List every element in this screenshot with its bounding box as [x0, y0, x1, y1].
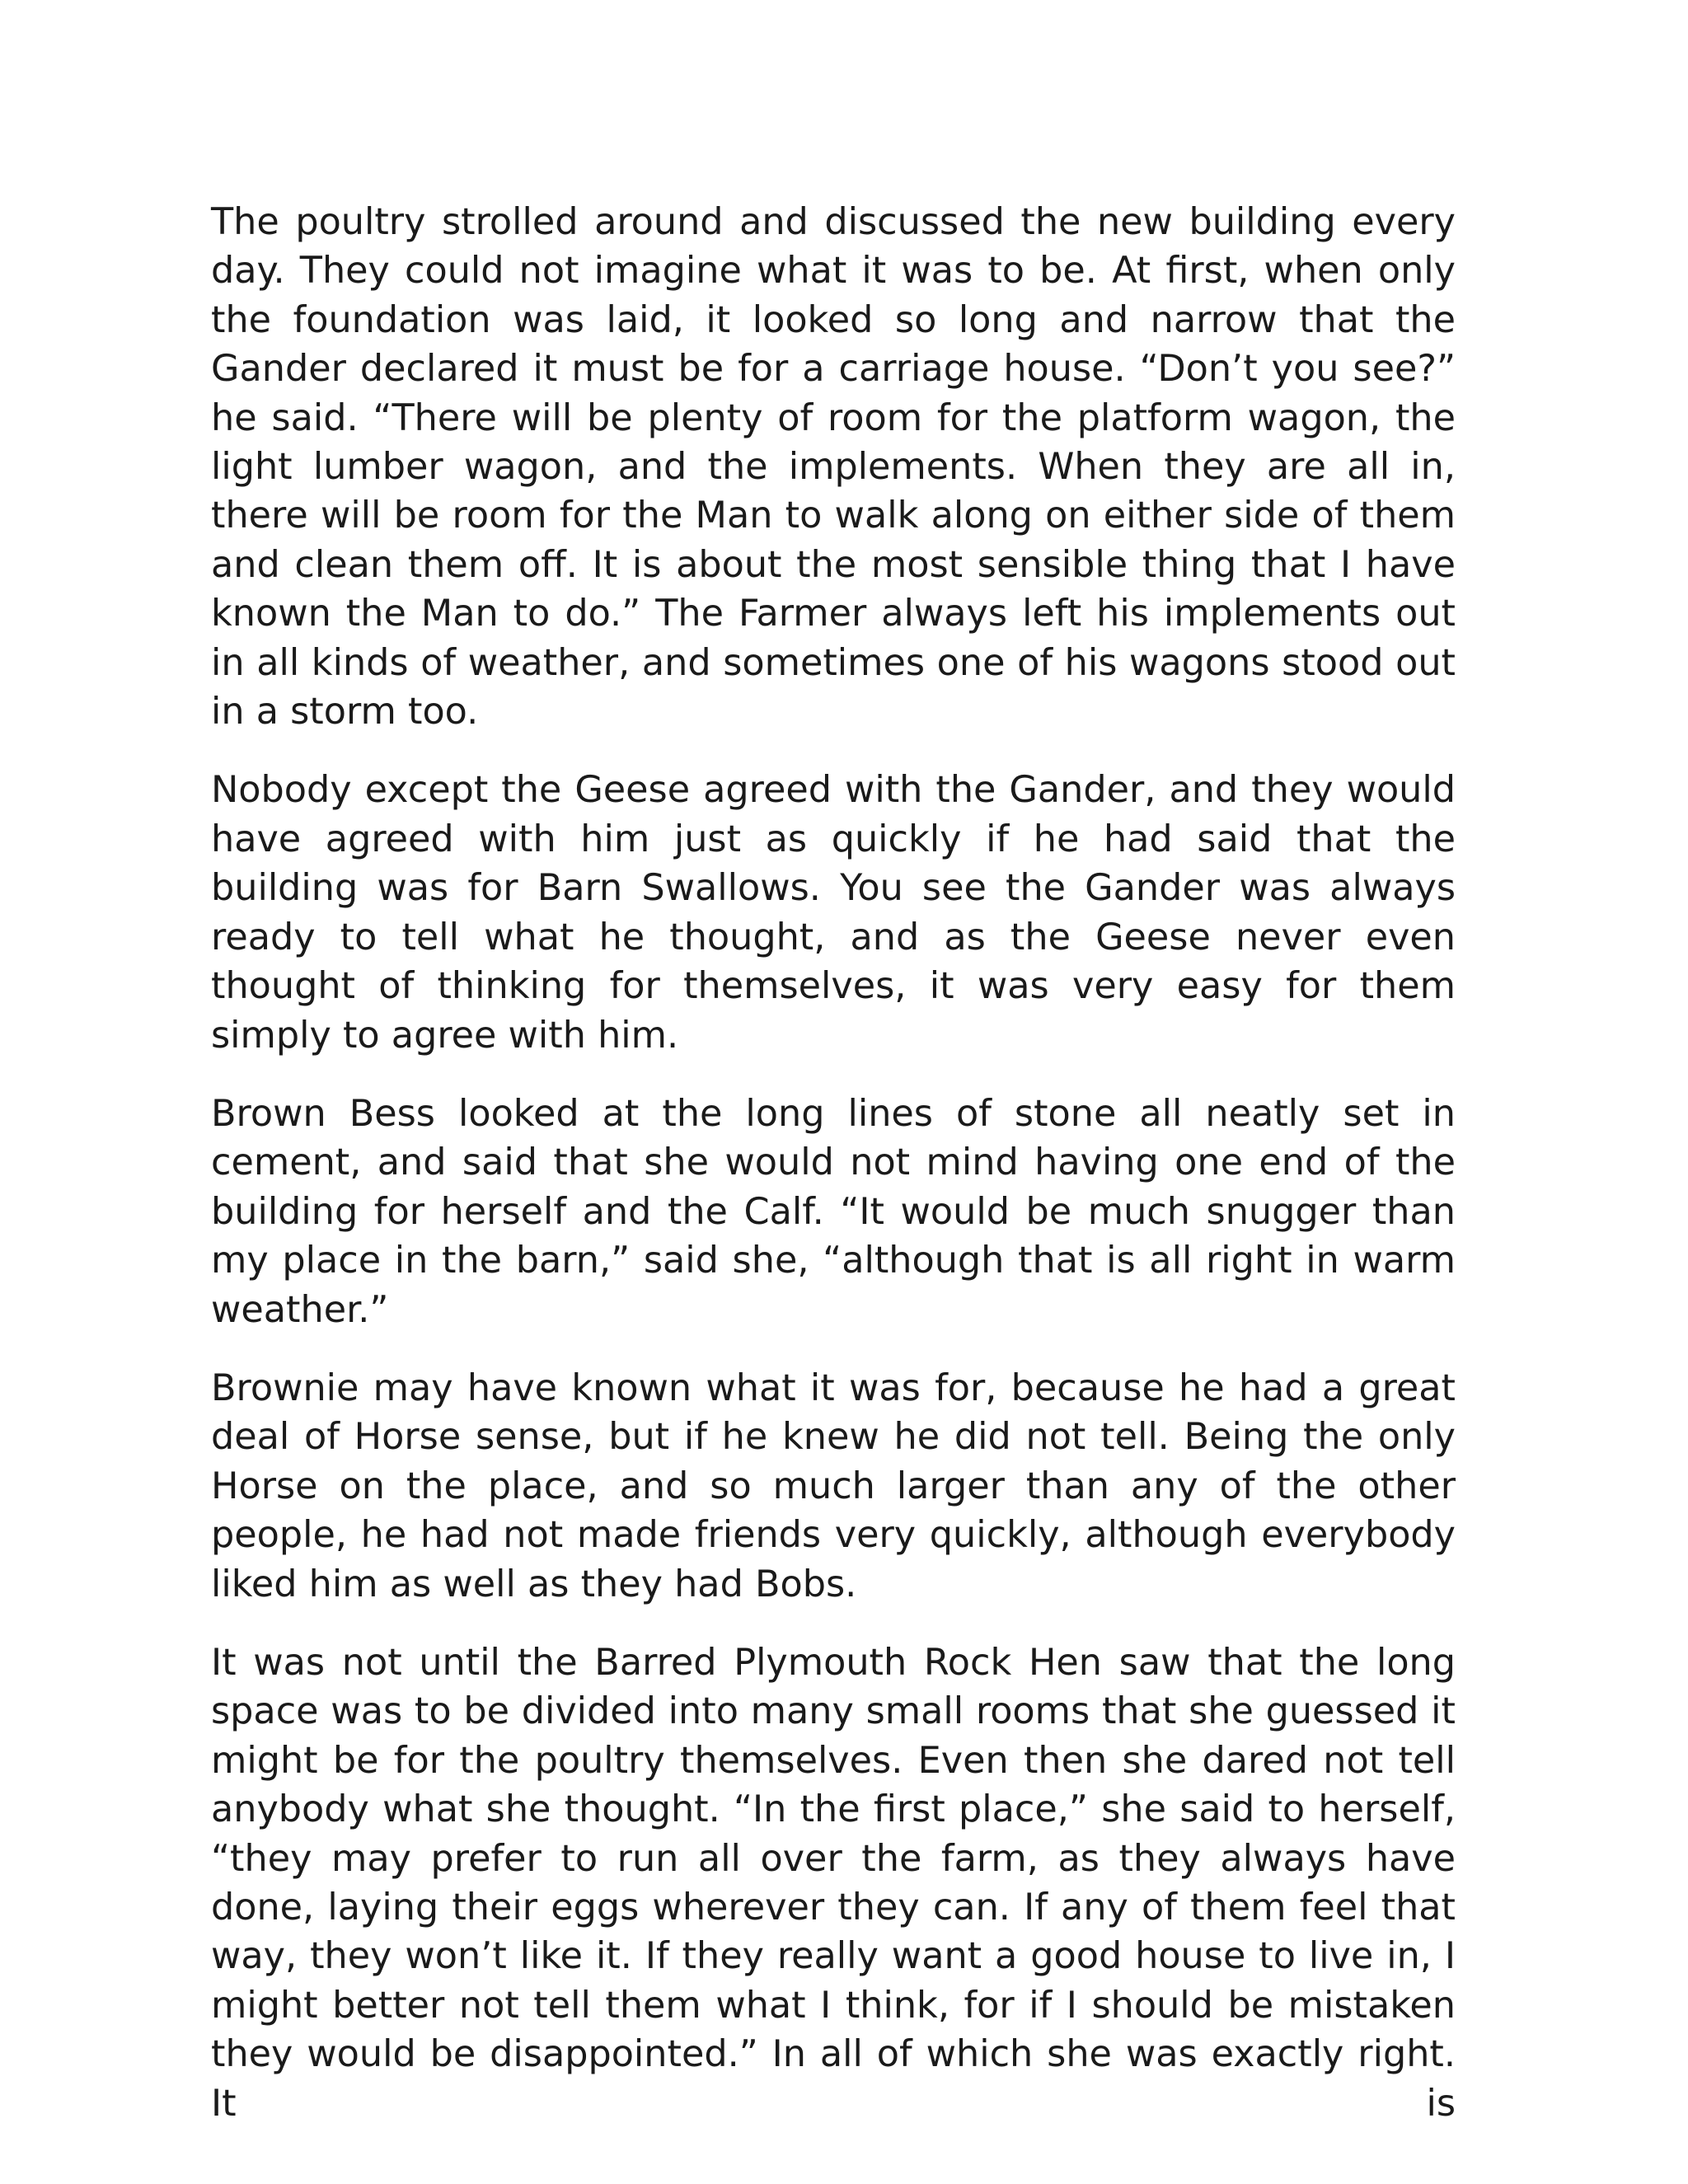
body-text [211, 198, 1456, 2128]
paragraph-3: Brown Bess looked at the long lines of stone all neatly set in cement, and said that she would not mind having one end of the building for herself and the Calf. “It would be much snugger than my place in the barn,” said she, “although that is all right in warm weather.” [211, 1092, 1456, 1331]
paragraph-5: It was not until the Barred Plymouth Rock Hen saw that the long space was to be divided into many small rooms that she guessed it might be for the poultry themselves. Even then she dared not tell anybody what she thought. “In the first place,” she said to herself, “they may prefer to run all over the farm, as they always have done, laying their eggs wherever they can. If any of them feel that way, they won’t like it. If they really want a good house to live in, I might better not tell them what I think, for if I should be mistaken they would be disappointed.” In all of which she was exactly right. It is [211, 1641, 1456, 2125]
paragraph-1: The poultry strolled around and discussed the new building every day. They could not imagine what it was to be. At first, when only the foundation was laid, it looked so long and narrow that the Gander declared it must be for a carriage house. “Don’t you see?” he said. “There will be plenty of room for the platform wagon, the light lumber wagon, and the implements. When they are all in, there will be room for the Man to walk along on either side of them and clean them off. It is about the most sensible thing that I have known the Man to do.” The Farmer always left his implements out in all kinds of weather, and sometimes one of his wagons stood out in a storm too. [211, 201, 1456, 733]
paragraph-2: Nobody except the Geese agreed with the Gander, and they would have agreed with him just as quickly if he had said that the building was for Barn Swallows. You see the Gander was always ready to tell what he thought, and as the Geese never even thought of thinking for themselves, it was very easy for them simply to agree with him. [211, 769, 1456, 1057]
paragraph-4: Brownie may have known what it was for, because he had a great deal of Horse sense, but if he knew he did not tell. Being the only Horse on the place, and so much larger than any of the other people, he had not made friends very quickly, although everybody liked him as well as they had Bobs. [211, 1366, 1456, 1605]
